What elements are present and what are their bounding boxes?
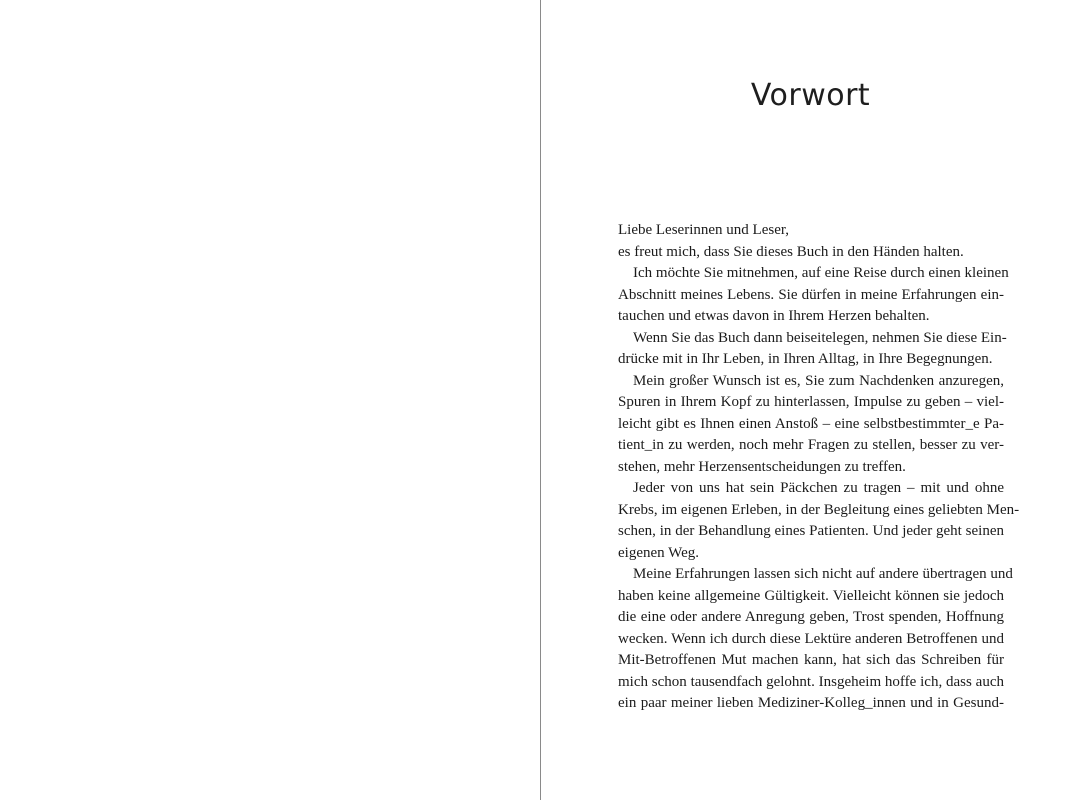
text-line: Meine Erfahrungen lassen sich nicht auf andere übertragen und bbox=[633, 566, 1013, 582]
text-line: Ich möchte Sie mitnehmen, auf eine Reise durch einen kleinen bbox=[633, 265, 1009, 281]
text-line: Spuren in Ihrem Kopf zu hinterlassen, Impulse zu geben – viel- bbox=[618, 394, 1004, 410]
text-line: Mein großer Wunsch ist es, Sie zum Nachdenken anzuregen, bbox=[633, 372, 1004, 389]
body-text bbox=[618, 220, 1020, 715]
text-line: schen, in der Behandlung eines Patienten. Und jeder geht seinen bbox=[618, 523, 1004, 539]
text-line: Krebs, im eigenen Erleben, in der Begleitung eines geliebten Men- bbox=[618, 501, 1020, 518]
text-line: wecken. Wenn ich durch diese Lektüre anderen Betroffenen und bbox=[618, 630, 1004, 647]
text-line: haben keine allgemeine Gültigkeit. Vielleicht können sie jedoch bbox=[618, 587, 1004, 604]
text-line: mich schon tausendfach gelohnt. Insgeheim hoffe ich, dass auch bbox=[618, 673, 1004, 690]
text-line: stehen, mehr Herzensentscheidungen zu treffen. bbox=[618, 458, 906, 475]
text-line: Liebe Leserinnen und Leser, bbox=[618, 222, 789, 238]
text-line: leicht gibt es Ihnen einen Anstoß – eine selbstbestimmter_e Pa- bbox=[618, 415, 1004, 432]
text-line: Abschnitt meines Lebens. Sie dürfen in meine Erfahrungen ein- bbox=[618, 286, 1004, 303]
text-line: eigenen Weg. bbox=[618, 544, 699, 561]
text-line: drücke mit in Ihr Leben, in Ihren Alltag, in Ihre Begegnungen. bbox=[618, 351, 993, 367]
text-line: Jeder von uns hat sein Päckchen zu tragen – mit und ohne bbox=[633, 480, 1004, 496]
text-line: Mit-Betroffenen Mut machen kann, hat sich das Schreiben für bbox=[618, 652, 1004, 668]
text-line: ein paar meiner lieben Mediziner-Kolleg_innen und in Gesund- bbox=[618, 695, 1004, 711]
text-line: tauchen und etwas davon in Ihrem Herzen behalten. bbox=[618, 308, 930, 324]
text-line: die eine oder andere Anregung geben, Trost spenden, Hoffnung bbox=[618, 609, 1004, 625]
text-line: Wenn Sie das Buch dann beiseitelegen, nehmen Sie diese Ein- bbox=[633, 329, 1007, 346]
right-page bbox=[541, 0, 1080, 800]
text-line: tient_in zu werden, noch mehr Fragen zu stellen, besser zu ver- bbox=[618, 437, 1004, 453]
text-line: es freut mich, dass Sie dieses Buch in den Händen halten. bbox=[618, 243, 964, 260]
chapter-title: Vorwort bbox=[750, 78, 871, 113]
